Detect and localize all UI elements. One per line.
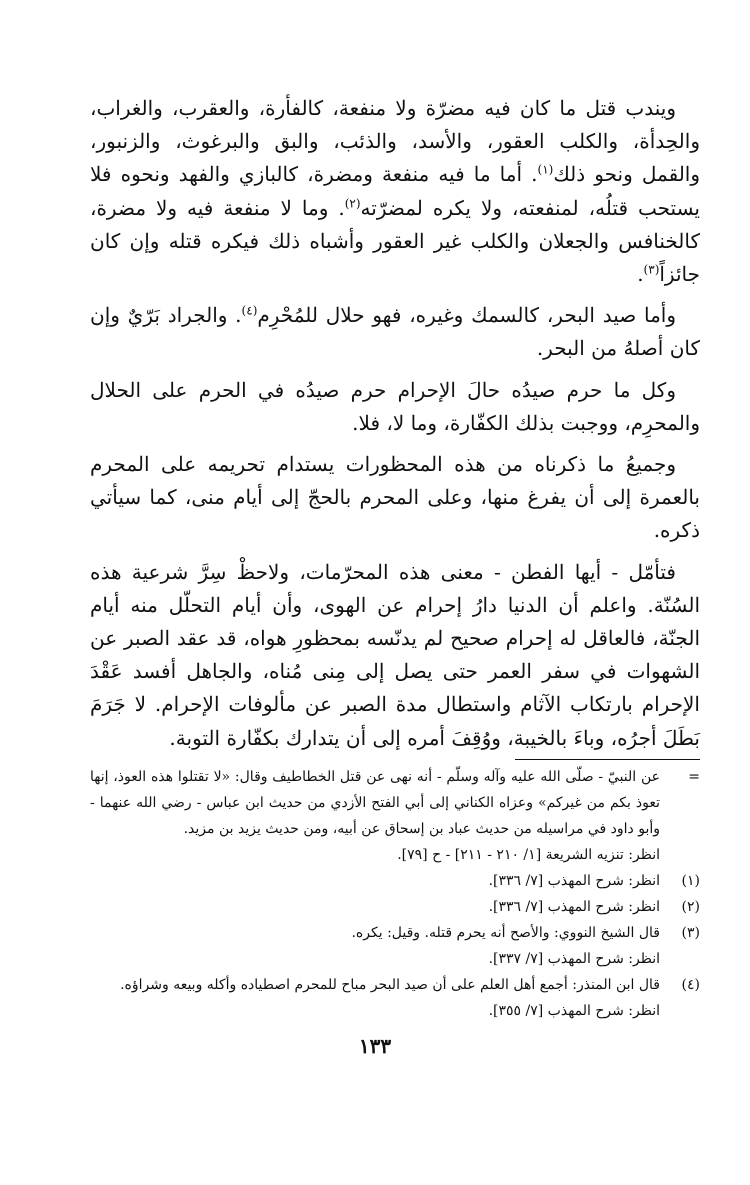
footnote-mark: (٤) xyxy=(681,977,700,993)
footnote-4 xyxy=(90,972,700,1024)
footnote-source: انظر: شرح المهذب [٧/ ٣٥٥]. xyxy=(488,1003,660,1019)
footnote-mark: (٣) xyxy=(681,925,700,941)
footnote-ref-3[interactable]: (٣) xyxy=(643,262,660,277)
footnote-continued xyxy=(90,764,700,868)
footnote-3 xyxy=(90,920,700,972)
footnote-mark: (٢) xyxy=(681,899,700,915)
footnote-ref-4[interactable]: (٤) xyxy=(241,303,258,318)
paragraph-text: . وما لا منفعة فيه ولا مضرة، كالخنافس والجعلان والكلب غير العقور وأشباه ذلك فيكره قتله وإن كان جائزاً xyxy=(90,195,700,287)
footnote-text: عن النبيّ - صلّى الله عليه وآله وسلّم - أنه نهى عن قتل الخطاطيف وقال: «لا تقتلوا هذه العوذ، إنها تعوذ بكم من غيركم» وعزاه الكناني إلى أبي الفتح الأزدي من حديث ابن عباس - رضي الله عنهما - وأبو داود في مراسيله من حديث عباد بن إسحاق عن أبيه، ومن حديث يزيد بن مزيد. xyxy=(90,769,660,837)
paragraph-text: ويندب قتل ما كان فيه مضرّة ولا منفعة، كالفأرة، والعقرب، والغراب، والحِدأة، والكلب العقور، والأسد، والذئب، والبق والبرغوث، والزنبور، والقمل ونحو ذلك xyxy=(90,96,701,187)
footnote-2 xyxy=(90,894,700,920)
footnote-text: قال الشيخ النووي: والأصح أنه يحرم قتله. وقيل: يكره. xyxy=(351,925,660,941)
footnote-mark: = xyxy=(688,769,700,785)
paragraph-4: وجميعُ ما ذكرناه من هذه المحظورات يستدام تحريمه على المحرم بالعمرة إلى أن يفرغ منها، وعلى المحرم بالحجّ إلى أيام منى، كما سيأتي ذكره. xyxy=(90,452,700,543)
footnote-text: انظر: شرح المهذب [٧/ ٣٣٦]. xyxy=(488,873,660,889)
footnote-ref-1[interactable]: (١) xyxy=(537,162,554,177)
footnote-1 xyxy=(90,868,700,894)
footnotes xyxy=(90,764,700,1024)
paragraph-text: . والجراد بَرّيٌ وإن كان أصلهُ من البحر. xyxy=(90,303,700,361)
footnote-ref-2[interactable]: (٢) xyxy=(344,195,361,210)
paragraph-1 xyxy=(90,92,700,291)
footnote-source: انظر: تنزيه الشريعة [١/ ٢١٠ - ٢١١] - ح [٧٩]. xyxy=(397,847,660,863)
footnote-mark: (١) xyxy=(681,873,700,889)
paragraph-5: فتأمّل - أيها الفطن - معنى هذه المحرّمات، ولاحظْ سِرَّ شرعية هذه السُنّة. واعلم أن الدنيا دارُ إحرام عن الهوى، وأن أيام التحلّل منه أيام الجنّة، فالعاقل له إحرام صحيح لم يدنّسه بمحظورِ هواه، قد عقد الصبر عن الشهوات في سفر العمر حتى يصل إلى مِنى مُناه، والجاهل أفسد عَقْدَ الإحرام بارتكاب الآثام واستطال مدة الصبر عن مألوفات الإحرام. لا جَرَمَ بَطَلَ أجرُه، وباءَ بالخيبة، ووُقِفَ أمره إلى أن يتدارك بكفّارة التوبة. xyxy=(90,559,700,750)
paragraph-2 xyxy=(90,299,700,365)
paragraph-text: وأما صيد البحر، كالسمك وغيره، فهو حلال للمُحْرِم xyxy=(257,303,677,328)
paragraph-text: . xyxy=(637,262,644,287)
paragraph-3: وكل ما حرم صيدُه حالَ الإحرام حرم صيدُه في الحرم على الحلال والمحرِم، ووجبت بذلك الكفّارة، وما لا، فلا. xyxy=(90,377,700,435)
main-text xyxy=(90,92,700,755)
page-number: ١٣٣ xyxy=(358,1034,392,1058)
footnote-divider xyxy=(515,759,700,760)
footnote-source: انظر: شرح المهذب [٧/ ٣٣٧]. xyxy=(488,951,660,967)
footnote-text: قال ابن المنذر: أجمع أهل العلم على أن صيد البحر مباح للمحرم اصطياده وأكله وبيعه وشراؤه. xyxy=(120,977,660,993)
footnote-text: انظر: شرح المهذب [٧/ ٣٣٦]. xyxy=(488,899,660,915)
paragraph-text: . أما ما فيه منفعة ومضرة، كالبازي والفهد ونحوه فلا يستحب قتلُه، لمنفعته، ولا يكره لمضرّته xyxy=(90,162,700,220)
